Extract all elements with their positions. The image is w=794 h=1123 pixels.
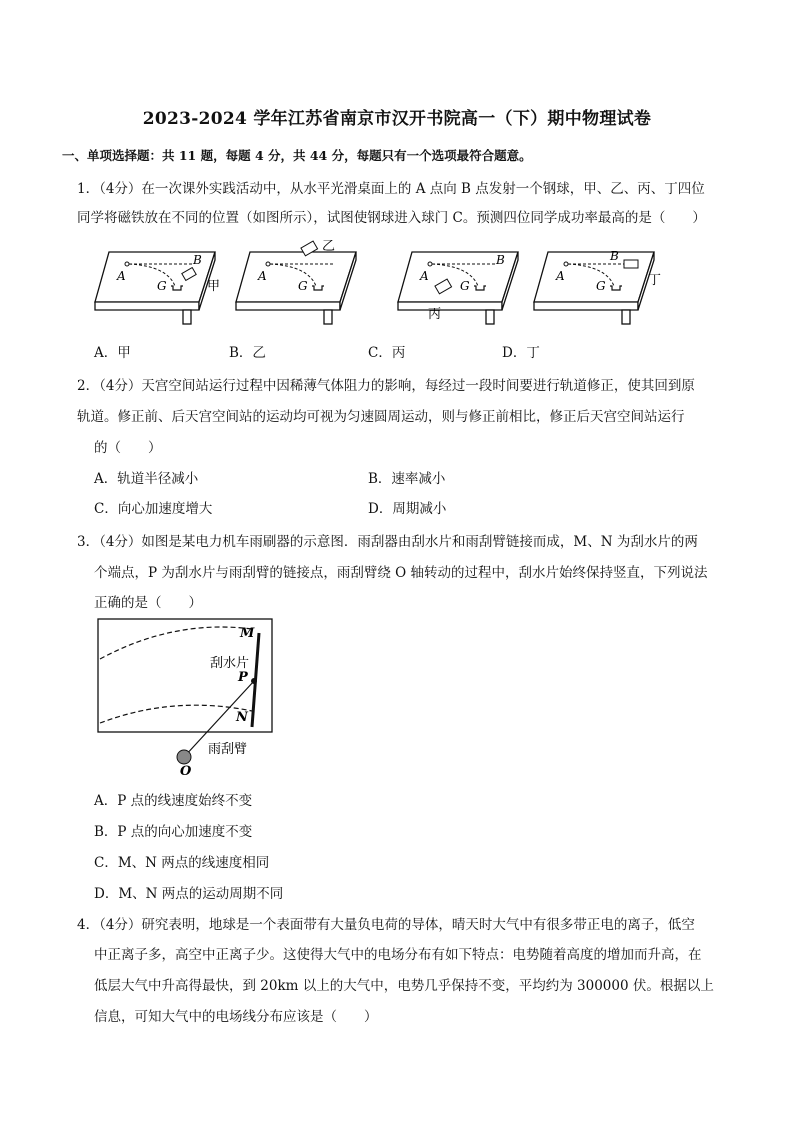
page-title: 2023-2024 学年江苏省南京市汉开书院高一（下）期中物理试卷 bbox=[142, 109, 652, 129]
q2-text-line-3: 的（ ） bbox=[94, 440, 162, 456]
q1-option-b[interactable]: B．乙 bbox=[229, 345, 266, 361]
q4-text-line-2: 中正离子多，高空中正离子少。这使得大气中的电场分布有如下特点：电势随着高度的增加而升高，在 bbox=[94, 947, 702, 963]
q1-label-bing: 丙 bbox=[428, 307, 442, 322]
q2-option-c[interactable]: C．向心加速度增大 bbox=[94, 501, 213, 517]
q1-label-b: B bbox=[496, 253, 505, 267]
section-heading: 一、单项选择题：共 11 题，每题 4 分，共 44 分，每题只有一个选项最符合题意。 bbox=[62, 148, 532, 163]
q1-label-b: B bbox=[193, 253, 202, 267]
q3-text-line-2: 个端点，P 为刮水片与雨刮臂的链接点，雨刮臂绕 O 轴转动的过程中，刮水片始终保持竖直，下列说法 bbox=[94, 565, 708, 581]
q2-option-b[interactable]: B．速率减小 bbox=[368, 471, 446, 487]
q2-text-line-2: 轨道。修正前、后天宫空间站的运动均可视为匀速圆周运动，则与修正前相比，修正后天宫空间站运行 bbox=[77, 409, 685, 425]
q3-label-n: N bbox=[236, 710, 248, 725]
q3-label-p: P bbox=[238, 670, 248, 685]
q1-label-b: B bbox=[610, 249, 619, 263]
q3-label-blade: 刮水片 bbox=[210, 656, 250, 671]
q1-label-g: G bbox=[596, 279, 606, 293]
q3-option-d[interactable]: D．M、N 两点的运动周期不同 bbox=[94, 886, 284, 902]
q1-label-jia: 甲 bbox=[207, 279, 221, 294]
q1-figure bbox=[90, 240, 680, 330]
q1-text-line-2: 同学将磁铁放在不同的位置（如图所示），试图使钢球进入球门 C。预测四位同学成功率最高的是（ ） bbox=[77, 210, 706, 226]
q3-text-line-3: 正确的是（ ） bbox=[94, 595, 202, 611]
q1-label-g: G bbox=[157, 279, 167, 293]
q2-option-a[interactable]: A．轨道半径减小 bbox=[94, 471, 199, 487]
q1-option-c[interactable]: C．丙 bbox=[368, 345, 406, 361]
q2-option-d[interactable]: D．周期减小 bbox=[368, 501, 447, 517]
q2-text-line-1: 2．（4分）天宫空间站运行过程中因稀薄气体阻力的影响，每经过一段时间要进行轨道修正，使其回到原 bbox=[77, 378, 695, 394]
q3-option-a[interactable]: A．P 点的线速度始终不变 bbox=[94, 793, 253, 809]
q3-label-arm: 雨刮臂 bbox=[208, 742, 248, 757]
q1-label-a: A bbox=[258, 269, 267, 283]
q3-label-o: O bbox=[180, 764, 192, 779]
q1-label-a: A bbox=[420, 269, 429, 283]
q1-label-g: G bbox=[460, 279, 470, 293]
q1-label-g: G bbox=[298, 279, 308, 293]
q1-label-a: A bbox=[117, 269, 126, 283]
q3-label-m: M bbox=[240, 626, 255, 641]
q4-text-line-1: 4．（4分）研究表明，地球是一个表面带有大量负电荷的导体，晴天时大气中有很多带正电的离子，低空 bbox=[77, 917, 695, 933]
q3-option-c[interactable]: C．M、N 两点的线速度相同 bbox=[94, 855, 270, 871]
q3-text-line-1: 3．（4分）如图是某电力机车雨刷器的示意图．雨刮器由刮水片和雨刮臂链接而成，M、N 为刮水片的两 bbox=[77, 534, 698, 550]
q1-option-a[interactable]: A．甲 bbox=[94, 345, 131, 361]
q1-label-yi: 乙 bbox=[322, 240, 336, 254]
q1-option-d[interactable]: D．丁 bbox=[502, 345, 540, 361]
q3-figure bbox=[94, 615, 284, 785]
q4-text-line-3: 低层大气中升高得最快，到 20km 以上的大气中，电势几乎保持不变，平均约为 300000 伏。根据以上 bbox=[94, 978, 714, 994]
q1-label-a: A bbox=[556, 269, 565, 283]
q4-text-line-4: 信息，可知大气中的电场线分布应该是（ ） bbox=[94, 1009, 378, 1025]
q1-text-line-1: 1．（4分）在一次课外实践活动中，从水平光滑桌面上的 A 点向 B 点发射一个钢球，甲、乙、丙、丁四位 bbox=[77, 181, 705, 197]
q3-option-b[interactable]: B．P 点的向心加速度不变 bbox=[94, 824, 253, 840]
q1-label-ding: 丁 bbox=[648, 273, 662, 288]
magnet-icon bbox=[624, 260, 638, 268]
